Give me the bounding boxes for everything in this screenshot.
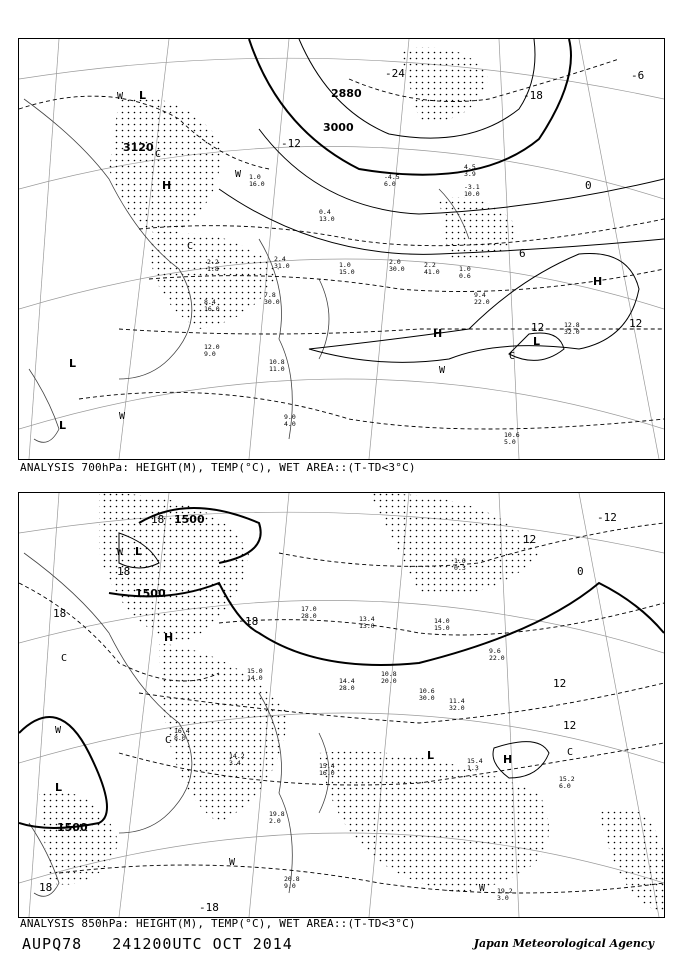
svg-text:13.0: 13.0 xyxy=(359,622,375,630)
isotherm-label: 18 xyxy=(39,881,53,894)
svg-text:9.0: 9.0 xyxy=(284,413,296,421)
svg-text:13.0: 13.0 xyxy=(319,215,335,223)
isotherm-label: 18 xyxy=(117,565,131,578)
chart-id: AUPQ78 xyxy=(22,935,83,953)
svg-text:30.0: 30.0 xyxy=(264,298,280,306)
svg-text:14.0: 14.0 xyxy=(434,617,450,625)
svg-text:20.8: 20.8 xyxy=(284,875,300,883)
isotherm-label: 12 xyxy=(563,719,577,732)
map-700hpa-caption: ANALYSIS 700hPa: HEIGHT(M), TEMP(°C), WET AREA::(T-TD<3°C) xyxy=(20,461,416,474)
isotherm-label: 18 xyxy=(53,607,67,620)
svg-text:5.0: 5.0 xyxy=(504,438,516,446)
svg-text:15.0: 15.0 xyxy=(339,268,355,276)
isotherm-label: -18 xyxy=(523,89,543,102)
svg-text:30.0: 30.0 xyxy=(389,265,405,273)
contour-label: 1500 xyxy=(135,587,166,600)
isotherm-label: -12 xyxy=(597,511,617,524)
isotherm-label: -6 xyxy=(631,69,645,82)
warm-center: W xyxy=(235,169,242,180)
svg-text:22.0: 22.0 xyxy=(489,654,505,662)
contour-label: 2880 xyxy=(331,87,362,100)
warm-center: W xyxy=(119,411,126,422)
low-center: L xyxy=(55,781,63,794)
svg-text:28.0: 28.0 xyxy=(339,684,355,692)
isotherm-label: 12 xyxy=(523,533,537,546)
svg-text:2.0: 2.0 xyxy=(389,258,401,266)
chart-datetime: 241200UTC OCT 2014 xyxy=(112,935,293,953)
isotherm-label: 12 xyxy=(629,317,643,330)
cold-center: C xyxy=(155,149,162,160)
svg-text:15.2: 15.2 xyxy=(559,775,575,783)
cold-center: C xyxy=(187,241,194,252)
svg-text:19.8: 19.8 xyxy=(269,810,285,818)
isotherm-label: 6 xyxy=(519,247,526,260)
high-center: H xyxy=(593,275,603,288)
svg-text:16.0: 16.0 xyxy=(204,305,220,313)
isotherms xyxy=(19,59,664,429)
cold-center: C xyxy=(61,653,68,664)
svg-text:1.3: 1.3 xyxy=(467,764,479,772)
svg-text:0.3: 0.3 xyxy=(454,564,466,572)
svg-text:9.4: 9.4 xyxy=(474,291,486,299)
isotherm-label: -12 xyxy=(281,137,301,150)
svg-text:15.0: 15.0 xyxy=(247,667,263,675)
low-center: L xyxy=(135,545,143,558)
svg-text:3.9: 3.9 xyxy=(464,170,476,178)
graticule xyxy=(19,39,664,459)
contour-label: 3000 xyxy=(323,121,354,134)
svg-text:14.2: 14.2 xyxy=(229,752,245,760)
svg-text:19.2: 19.2 xyxy=(497,887,513,895)
map-850hpa-caption: ANALYSIS 850hPa: HEIGHT(M), TEMP(°C), WET AREA::(T-TD<3°C) xyxy=(20,917,416,930)
svg-text:8.4: 8.4 xyxy=(204,298,216,306)
contour-label: 1500 xyxy=(174,513,205,526)
contour-label: 3120 xyxy=(123,141,154,154)
low-center: L xyxy=(427,749,435,762)
svg-text:15.4: 15.4 xyxy=(467,757,483,765)
cold-center: C xyxy=(509,351,516,362)
svg-text:17.0: 17.0 xyxy=(301,605,317,613)
svg-text:15.4: 15.4 xyxy=(319,762,335,770)
svg-text:28.0: 28.0 xyxy=(301,612,317,620)
svg-text:12.8: 12.8 xyxy=(564,321,580,329)
high-center: H xyxy=(162,179,172,192)
svg-text:10.0: 10.0 xyxy=(464,190,480,198)
svg-text:6.0: 6.0 xyxy=(384,180,396,188)
svg-text:41.0: 41.0 xyxy=(424,268,440,276)
low-center: L xyxy=(69,357,77,370)
svg-text:12.0: 12.0 xyxy=(204,343,220,351)
isotherm-label: 18 xyxy=(151,513,165,526)
svg-text:22.0: 22.0 xyxy=(474,298,490,306)
high-center: H xyxy=(503,753,513,766)
low-center: L xyxy=(59,419,67,432)
svg-text:16.0: 16.0 xyxy=(319,769,335,777)
cold-center: C xyxy=(165,735,172,746)
svg-text:4.5: 4.5 xyxy=(464,163,476,171)
contour-label: 1500 xyxy=(57,821,88,834)
svg-text:14.4: 14.4 xyxy=(339,677,355,685)
svg-text:3.0: 3.0 xyxy=(497,894,509,902)
high-center: H xyxy=(433,327,443,340)
warm-center: W xyxy=(479,883,486,894)
svg-text:3.4: 3.4 xyxy=(229,759,241,767)
svg-text:8.0: 8.0 xyxy=(174,734,186,742)
svg-text:1.8: 1.8 xyxy=(207,265,219,273)
warm-center: W xyxy=(439,365,446,376)
svg-text:-4.5: -4.5 xyxy=(384,173,400,181)
low-center: L xyxy=(139,89,147,102)
svg-text:9.0: 9.0 xyxy=(204,350,216,358)
isotherm-label: 0 xyxy=(585,179,592,192)
svg-text:9.6: 9.6 xyxy=(489,647,501,655)
map-850hpa-drawing xyxy=(19,493,664,917)
isotherm-label: -24 xyxy=(385,67,405,80)
svg-text:31.0: 31.0 xyxy=(274,262,290,270)
agency-name: Japan Meteorological Agency xyxy=(473,937,654,950)
svg-text:14.0: 14.0 xyxy=(247,674,263,682)
svg-text:2.2: 2.2 xyxy=(424,261,436,269)
warm-center: W xyxy=(117,547,124,558)
svg-text:32.0: 32.0 xyxy=(449,704,465,712)
chart-identifier xyxy=(22,935,293,953)
low-center: L xyxy=(533,335,541,348)
isotherm-label: -18 xyxy=(199,901,219,914)
warm-center: W xyxy=(55,725,62,736)
svg-text:6.0: 6.0 xyxy=(559,782,571,790)
svg-text:10.8: 10.8 xyxy=(381,670,397,678)
svg-text:0.6: 0.6 xyxy=(459,272,471,280)
isotherm-label: 18 xyxy=(245,615,259,628)
svg-text:1.0: 1.0 xyxy=(249,173,261,181)
svg-text:0.4: 0.4 xyxy=(319,208,331,216)
svg-text:11.4: 11.4 xyxy=(449,697,465,705)
svg-text:30.0: 30.0 xyxy=(419,694,435,702)
isotherm-label: 12 xyxy=(553,677,567,690)
map-850hpa[interactable] xyxy=(18,492,665,918)
svg-text:2.2: 2.2 xyxy=(207,258,219,266)
svg-text:1.0: 1.0 xyxy=(454,557,466,565)
svg-text:10.8: 10.8 xyxy=(269,358,285,366)
svg-text:32.0: 32.0 xyxy=(564,328,580,336)
svg-text:-3.1: -3.1 xyxy=(464,183,480,191)
svg-text:10.6: 10.6 xyxy=(419,687,435,695)
svg-text:16.0: 16.0 xyxy=(249,180,265,188)
svg-text:7.8: 7.8 xyxy=(264,291,276,299)
isotherm-label: 0 xyxy=(577,565,584,578)
svg-text:2.4: 2.4 xyxy=(274,255,286,263)
svg-text:1.0: 1.0 xyxy=(459,265,471,273)
map-700hpa[interactable] xyxy=(18,38,665,460)
svg-text:20.0: 20.0 xyxy=(381,677,397,685)
svg-text:13.4: 13.4 xyxy=(359,615,375,623)
svg-text:16.4: 16.4 xyxy=(174,727,190,735)
svg-text:11.0: 11.0 xyxy=(269,365,285,373)
svg-text:10.6: 10.6 xyxy=(504,431,520,439)
isotherm-label: 12 xyxy=(531,321,545,334)
warm-center: W xyxy=(117,91,124,102)
svg-text:9.0: 9.0 xyxy=(284,882,296,890)
high-center: H xyxy=(164,631,174,644)
svg-text:4.0: 4.0 xyxy=(284,420,296,428)
svg-text:1.0: 1.0 xyxy=(339,261,351,269)
map-700hpa-drawing xyxy=(19,39,664,459)
svg-text:2.0: 2.0 xyxy=(269,817,281,825)
warm-center: W xyxy=(229,857,236,868)
cold-center: C xyxy=(567,747,574,758)
svg-text:15.0: 15.0 xyxy=(434,624,450,632)
